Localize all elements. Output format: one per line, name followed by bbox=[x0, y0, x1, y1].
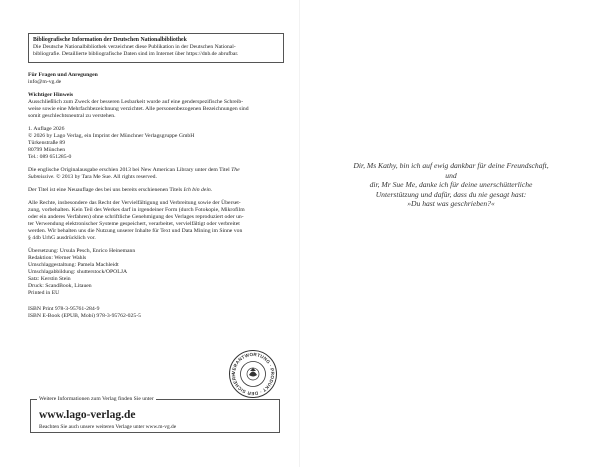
rights-line-1: Alle Rechte, insbesondere das Recht der Vervielfältigung und Verbreitung sowie der Überset- bbox=[28, 200, 241, 206]
imprint-content bbox=[28, 72, 280, 320]
rights-line-3: oder ein anderes Verfahren) ohne schriftliche Genehmigung des Verlages reproduziert oder un- bbox=[28, 214, 244, 220]
dedication-line-3: dir, Mr Sue Me, danke ich für deine unerschütterliche bbox=[369, 180, 533, 190]
notice-line-2: weise sowie eine Mehrfachbezeichnung verzichtet. Alle personenbezogenen Bezeichnungen sind bbox=[28, 106, 249, 112]
bibliographic-info-box bbox=[28, 33, 284, 63]
responsibility-seal-icon bbox=[228, 349, 278, 399]
edition: 1. Auflage 2026 bbox=[28, 126, 65, 132]
dedication-text bbox=[320, 161, 582, 209]
credit-editing: Redaktion: Werner Wahls bbox=[28, 255, 87, 261]
address-street: Türkenstraße 89 bbox=[28, 140, 66, 146]
isbn-print: ISBN Print 978-3-95761-284-9 bbox=[28, 306, 100, 312]
credit-cover-design: Umschlaggestaltung: Pamela Machleidt bbox=[28, 262, 119, 268]
isbn-ebook: ISBN E-Book (EPUB, Mobi) 978-3-95762-025-5 bbox=[28, 313, 141, 319]
bibliographic-heading: Bibliografische Information der Deutschen Nationalbibliothek bbox=[33, 37, 187, 43]
original-title-part-1: The bbox=[231, 167, 240, 173]
bibliographic-text-1: Die Deutsche Nationalbibliothek verzeichnet diese Publikation in der Deutschen National- bbox=[33, 44, 236, 50]
credit-printed-in: Printed in EU bbox=[28, 290, 60, 296]
publisher-url-link[interactable]: www.lago-verlag.de bbox=[39, 409, 136, 421]
contact-heading: Für Fragen und Anregungen bbox=[28, 72, 98, 78]
bibliographic-text-2: bibliografie. Detaillierte bibliografische Daten sind im Internet über https://dnb.de abrufbar. bbox=[33, 51, 239, 57]
publisher-group-note: Beachten Sie auch unsere weiteren Verlage unter www.m-vg.de bbox=[39, 424, 177, 430]
reissue-title: Ich bin dein. bbox=[183, 187, 213, 193]
original-text: Die englische Originalausgabe erschien 2013 bei New American Library unter dem Titel bbox=[28, 167, 230, 173]
reissue-note bbox=[28, 187, 280, 194]
notice-line-1: Ausschließlich zum Zweck der besseren Lesbarkeit wurde auf eine genderspezifische Schreib- bbox=[28, 99, 244, 105]
rights-line-5: werden. Wir behalten uns die Nutzung unserer Inhalte für Text und Data Mining im Sinne von bbox=[28, 228, 243, 234]
copyright: © 2026 by Lago Verlag, ein Imprint der Münchner Verlagsgruppe GmbH bbox=[28, 133, 195, 139]
credit-typesetting: Satz: Kerstin Stein bbox=[28, 276, 71, 282]
address-city: 80799 München bbox=[28, 147, 66, 153]
dedication-line-1: Dir, Ms Kathy, bin ich auf ewig dankbar für deine Freundschaft, bbox=[353, 161, 549, 170]
credit-printing: Druck: ScandBook, Litauen bbox=[28, 283, 92, 289]
dedication-page bbox=[300, 0, 600, 467]
credit-translation: Übersetzung: Ursula Pesch, Enrico Heinemann bbox=[28, 248, 136, 254]
notice-heading: Wichtiger Hinweis bbox=[28, 92, 74, 98]
original-edition-line-1 bbox=[28, 167, 280, 174]
rights-line-4: ter Verwendung elektronischer Systeme gespeichert, verarbeitet, vervielfältigt oder verbreitet bbox=[28, 221, 240, 227]
rights-line-6: § 44b UrhG ausdrücklich vor. bbox=[28, 235, 96, 241]
credit-cover-image: Umschlagabbildung: shutterstock/OPOLJA bbox=[28, 269, 128, 275]
original-edition-line-2 bbox=[28, 174, 280, 181]
notice-line-3: somit geschlechtsneutral zu verstehen. bbox=[28, 113, 116, 119]
dedication-line-2: und bbox=[445, 170, 457, 180]
dedication-line-5: »Du hast was geschrieben?« bbox=[407, 199, 495, 209]
contact-email: info@m-vg.de bbox=[28, 79, 62, 85]
dedication-line-4: Unterstützung und dafür, dass du nie gesagt hast: bbox=[375, 189, 527, 199]
phone: Tel.: 089 651285-0 bbox=[28, 154, 72, 160]
rights-line-2: zung, vorbehalten. Kein Teil des Werkes darf in irgendeiner Form (durch Fotokopie, Mikrofilm bbox=[28, 207, 245, 213]
reissue-text: Der Titel ist eine Neuauflage des bei uns bereits erschienenen Titels bbox=[28, 187, 183, 193]
publisher-info-caption: Weitere Informationen zum Verlag finden Sie unter bbox=[39, 396, 154, 402]
original-title-part-2: Submissive. bbox=[28, 174, 55, 180]
seal-ring-text: VERANTWORTUNG · PRODUKT · DER SICHERH bbox=[230, 351, 276, 397]
publisher-info-box bbox=[30, 396, 280, 433]
original-copyright: © 2013 by Tara Me Sue. All rights reserved. bbox=[56, 174, 157, 180]
